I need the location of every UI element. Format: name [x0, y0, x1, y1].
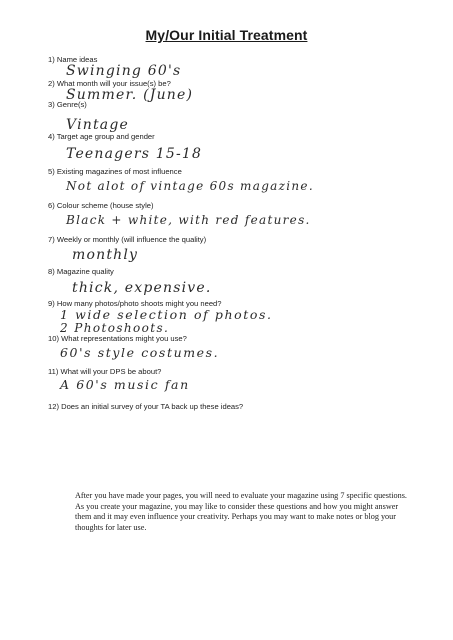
question-8-label: 8) Magazine quality [48, 267, 114, 276]
page-title: My/Our Initial Treatment [145, 27, 308, 43]
question-11-label: 11) What will your DPS be about? [48, 367, 162, 376]
question-3-label: 3) Genre(s) [48, 100, 87, 109]
answer-11: A 60's music fan [60, 377, 190, 392]
footer-line: thoughts for later use. [75, 522, 147, 532]
answer-5: Not alot of vintage 60s magazine. [66, 179, 314, 193]
answer-1: Swinging 60's [66, 63, 182, 79]
answer-2: Summer. (June) [66, 87, 194, 103]
answer-9-line-1: 1 wide selection of photos. [60, 307, 273, 322]
answer-7: monthly [72, 247, 139, 263]
question-10-label: 10) What representations might you use? [48, 334, 187, 343]
answer-8: thick, expensive. [72, 280, 212, 296]
question-9-label: 9) How many photos/photo shoots might you need? [48, 299, 222, 308]
footer-instructions [75, 491, 430, 533]
question-6-label: 6) Colour scheme (house style) [48, 201, 154, 210]
question-4-label: 4) Target age group and gender [48, 132, 155, 141]
answer-6: Black + white, with red features. [66, 213, 311, 227]
question-5-label: 5) Existing magazines of most influence [48, 167, 182, 176]
answer-4: Teenagers 15-18 [66, 146, 203, 162]
footer-line: After you have made your pages, you will need to evaluate your magazine using 7 specific questions. [75, 491, 407, 500]
question-1-label: 1) Name ideas [48, 55, 98, 64]
question-2-label: 2) What month will your issue(s) be? [48, 79, 171, 88]
answer-3: Vintage [66, 117, 129, 133]
footer-line: them and it may even influence your creativity. Perhaps you may want to make notes or blog your [75, 512, 396, 522]
answer-9-line-2: 2 Photoshoots. [60, 321, 170, 335]
answer-10: 60's style costumes. [60, 345, 220, 360]
footer-line: As you create your magazine, you may like to consider these questions and how you might answer [75, 501, 399, 511]
question-7-label: 7) Weekly or monthly (will influence the quality) [48, 235, 207, 244]
question-12-label: 12) Does an initial survey of your TA back up these ideas? [48, 402, 244, 411]
